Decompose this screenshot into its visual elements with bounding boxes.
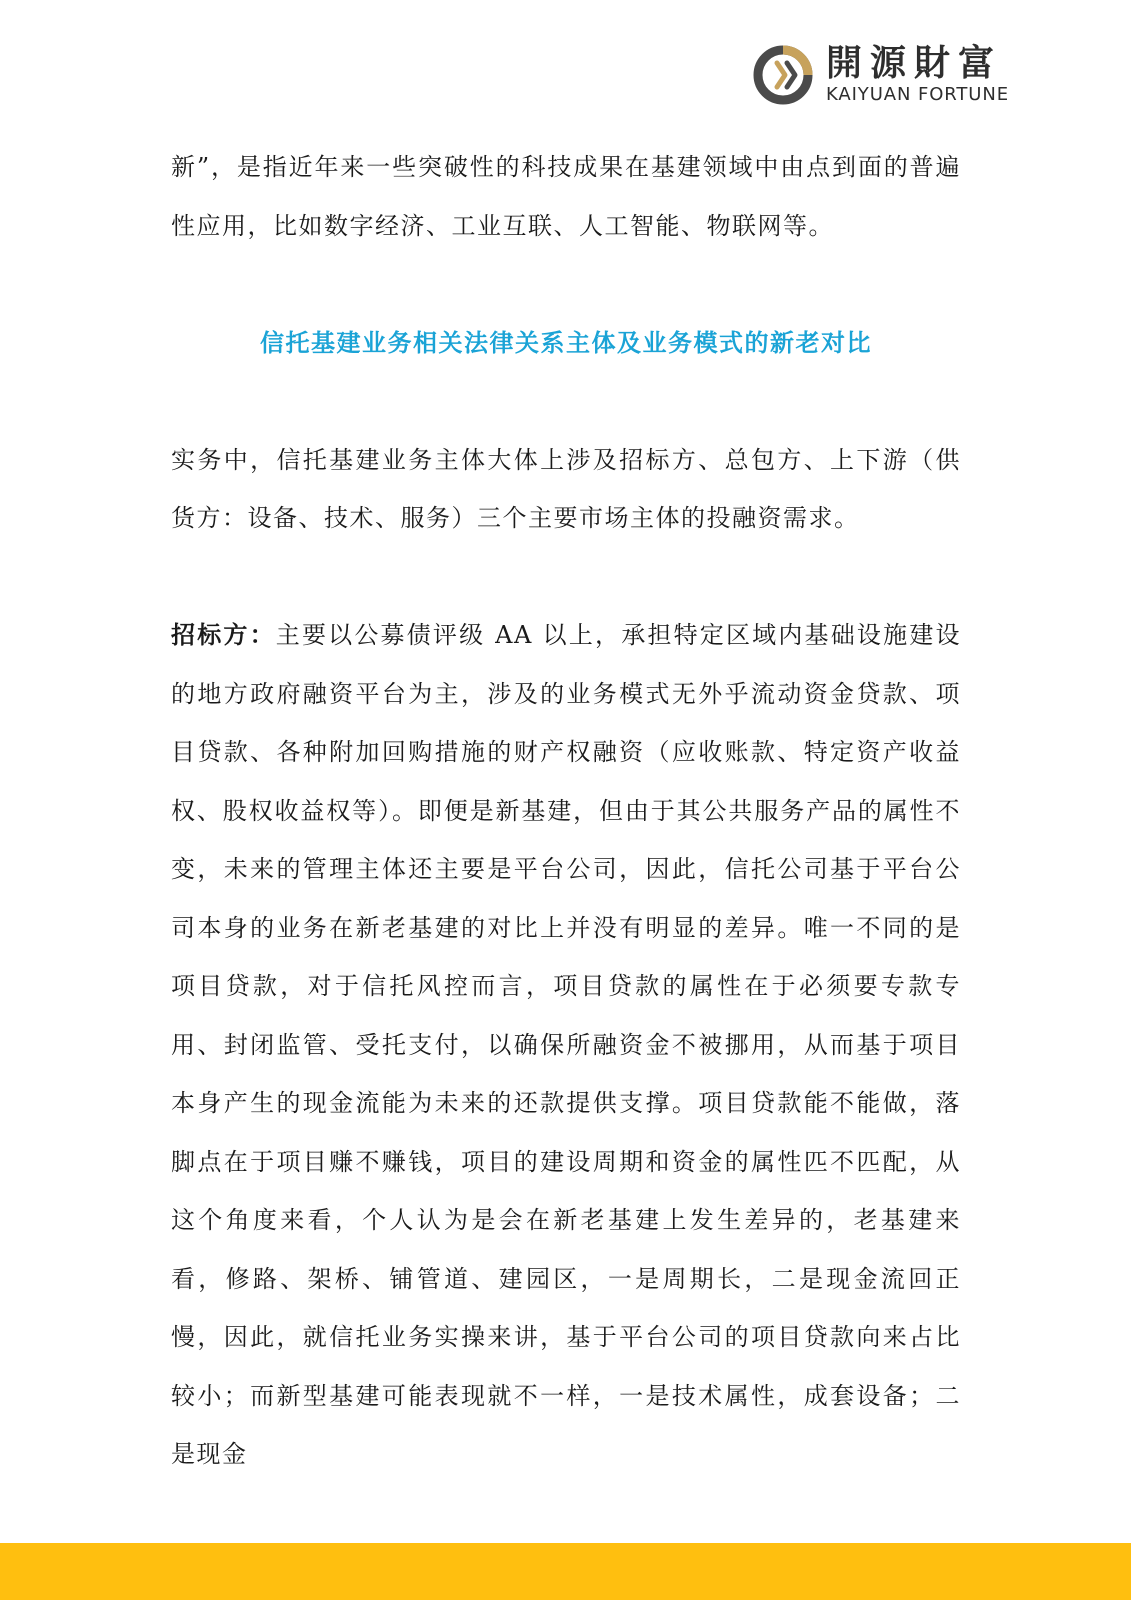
- document-body: [171, 138, 961, 1484]
- spacer: [171, 372, 961, 431]
- paragraph-intro: 新”，是指近年来一些突破性的科技成果在基建领域中由点到面的普遍性应用，比如数字经济、工业互联、人工智能、物联网等。: [171, 153, 961, 240]
- spacer: [171, 548, 961, 607]
- spacer: [171, 255, 961, 314]
- section-heading: 信托基建业务相关法律关系主体及业务模式的新老对比: [260, 327, 872, 357]
- brand-logo: [752, 44, 1052, 106]
- paragraph-bidder-body: 主要以公募债评级 AA 以上，承担特定区域内基础设施建设的地方政府融资平台为主，涉及的业务模式无外乎流动资金贷款、项目贷款、各种附加回购措施的财产权融资（应收账款、特定资产收益权、股权收益权等）。即便是新基建，但由于其公共服务产品的属性不变，未来的管理主体还主要是平台公司，因此，信托公司基于平台公司本身的业务在新老基建的对比上并没有明显的差异。唯一不同的是项目贷款，对于信托风控而言，项目贷款的属性在于必须要专款专用、封闭监管、受托支付，以确保所融资金不被挪用，从而基于项目本身产生的现金流能为未来的还款提供支撑。项目贷款能不能做，落脚点在于项目赚不赚钱，项目的建设周期和资金的属性匹不匹配，从这个角度来看，个人认为是会在新老基建上发生差异的，老基建来看，修路、架桥、铺管道、建园区，一是周期长，二是现金流回正慢，因此，就信托业务实操来讲，基于平台公司的项目贷款向来占比较小；而新型基建可能表现就不一样，一是技术属性，成套设备；二是现金: [171, 621, 962, 1468]
- brand-name-en: KAIYUAN FORTUNE: [826, 84, 1010, 105]
- brand-name-cn: 開源財富: [826, 43, 1003, 84]
- paragraph-lead-label: 招标方：: [171, 620, 276, 649]
- kaiyuan-logo-icon: [752, 44, 814, 106]
- paragraph-bidder: [171, 606, 961, 1484]
- paragraph-subjects: 实务中，信托基建业务主体大体上涉及招标方、总包方、上下游（供货方：设备、技术、服务）三个主要市场主体的投融资需求。: [171, 445, 961, 532]
- footer-bar: [0, 1543, 1131, 1600]
